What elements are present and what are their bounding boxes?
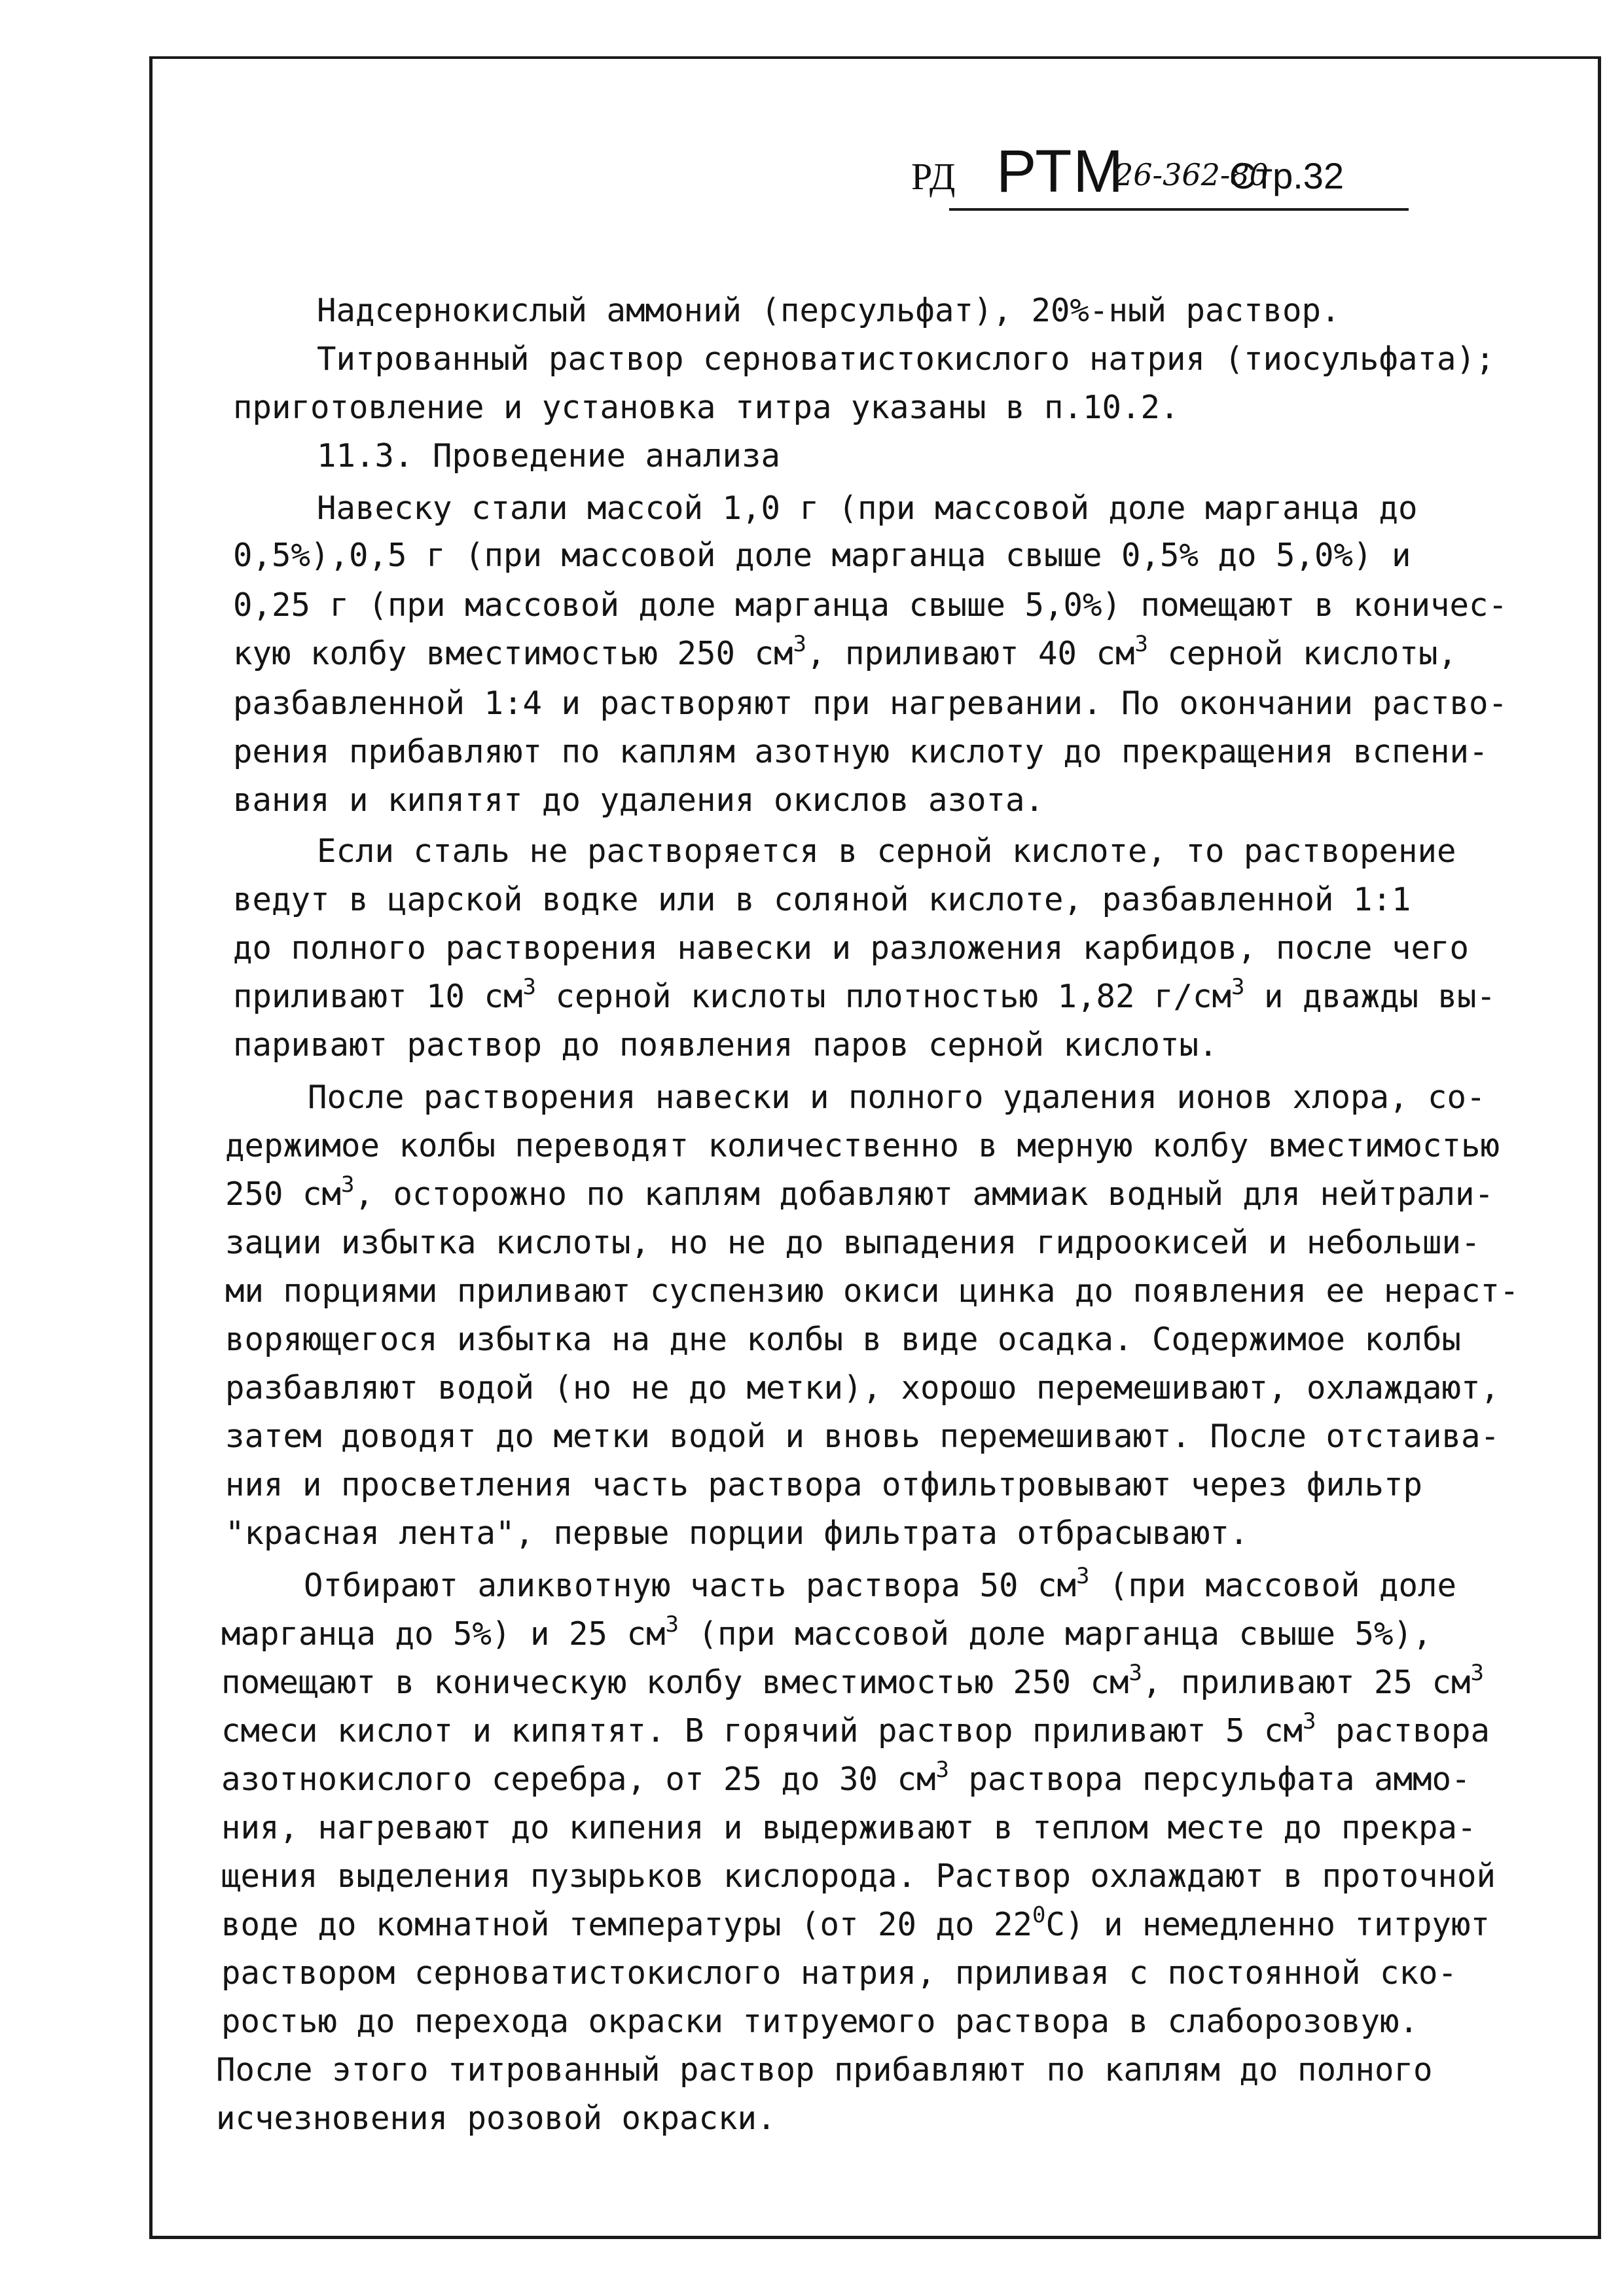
text-line: Если сталь не растворяется в серной кислоте, то растворение bbox=[317, 833, 1456, 870]
section-heading: 11.3. Проведение анализа bbox=[317, 437, 781, 475]
text-line: азотнокислого серебра, от 25 до 30 $см^3$ раствора персульфата аммо- bbox=[221, 1757, 1471, 1798]
text-line: помещают в коническую колбу вместимостью 250 $см^3$, приливают 25 $см^3$ bbox=[221, 1660, 1485, 1701]
text-line: марганца до 5%) и 25 $см^3$ (при массовой доле марганца свыше 5%), bbox=[221, 1611, 1432, 1653]
text-line: После этого титрованный раствор прибавляют по каплям до полного bbox=[216, 2051, 1433, 2089]
header-document-number: 26-362-80 bbox=[1114, 157, 1269, 192]
text-line: Навеску стали массой 1,0 г (при массовой доле марганца до bbox=[317, 490, 1418, 527]
text-line: исчезновения розовой окраски. bbox=[216, 2100, 776, 2137]
text-line: ведут в царской водке или в соляной кислоте, разбавленной 1:1 bbox=[233, 881, 1411, 918]
text-line: 0,25 г (при массовой доле марганца свыше 5,0%) помещают в коничес- bbox=[233, 586, 1508, 624]
text-line: вания и кипятят до удаления окислов азота. bbox=[233, 781, 1045, 819]
text-line: ния и просветления часть раствора отфильтровывают через фильтр bbox=[225, 1466, 1423, 1503]
text-line: воде до комнатной температуры (от 20 до $22^0С$) и немедленно титруют bbox=[221, 1902, 1490, 1943]
header-page-number: Стр.32 bbox=[1229, 155, 1344, 196]
text-line: рения прибавляют по каплям азотную кислоту до прекращения вспени- bbox=[233, 733, 1489, 770]
text-line: ростью до перехода окраски титруемого раствора в слаборозовую. bbox=[221, 2003, 1419, 2040]
text-line: разбавленной 1:4 и растворяют при нагревании. По окончании раство- bbox=[233, 685, 1508, 722]
text-line: 0,5%),0,5 г (при массовой доле марганца свыше 0,5% до 5,0%) и bbox=[233, 537, 1411, 574]
text-line: до полного растворения навески и разложения карбидов, после чего bbox=[233, 929, 1470, 967]
header-rd: РД bbox=[911, 155, 956, 198]
text-line: воряющегося избытка на дне колбы в виде осадка. Содержимое колбы bbox=[225, 1321, 1462, 1358]
text-line: смеси кислот и кипятят. В горячий раствор приливают 5 $см^3$ раствора bbox=[221, 1708, 1490, 1749]
text-line: Отбирают аликвотную часть раствора 50 $см^3$ (при массовой доле bbox=[304, 1563, 1457, 1604]
text-line: 250 $см^3$, осторожно по каплям добавляют аммиак водный для нейтрали- bbox=[225, 1172, 1494, 1213]
text-line: "красная лента", первые порции фильтрата отбрасывают. bbox=[225, 1515, 1249, 1552]
text-line: затем доводят до метки водой и вновь перемешивают. После отстаива- bbox=[225, 1418, 1500, 1455]
text-line: приливают 10 $см^3$ серной кислоты плотностью 1,82 $г/см^3$ и дважды вы- bbox=[233, 974, 1496, 1015]
text-line: После растворения навески и полного удаления ионов хлора, со- bbox=[308, 1079, 1486, 1116]
text-line: приготовление и установка титра указаны в п.10.2. bbox=[233, 389, 1180, 426]
text-line: Титрованный раствор серноватистокислого натрия (тиосульфата); bbox=[317, 340, 1495, 378]
text-line: зации избытка кислоты, но не до выпадения гидроокисей и небольши- bbox=[225, 1224, 1481, 1261]
header-ptm: РТМ bbox=[996, 138, 1125, 205]
text-line: ния, нагревают до кипения и выдерживают в теплом месте до прекра- bbox=[221, 1809, 1477, 1846]
text-line: ми порциями приливают суспензию окиси цинка до появления ее нераст- bbox=[225, 1272, 1519, 1310]
text-line: раствором серноватистокислого натрия, приливая с постоянной ско- bbox=[221, 1954, 1458, 1992]
text-line: кую колбу вместимостью 250 $см^3$, приливают 40 $см^3$ серной кислоты, bbox=[233, 631, 1458, 672]
text-line: щения выделения пузырьков кислорода. Раствор охлаждают в проточной bbox=[221, 1857, 1496, 1895]
text-line: разбавляют водой (но не до метки), хорошо перемешивают, охлаждают, bbox=[225, 1369, 1500, 1407]
text-line: держимое колбы переводят количественно в мерную колбу вместимостью bbox=[225, 1127, 1500, 1164]
text-line: паривают раствор до появления паров серной кислоты. bbox=[233, 1026, 1218, 1064]
text-line: Надсернокислый аммоний (персульфат), 20%-ный раствор. bbox=[317, 292, 1341, 329]
